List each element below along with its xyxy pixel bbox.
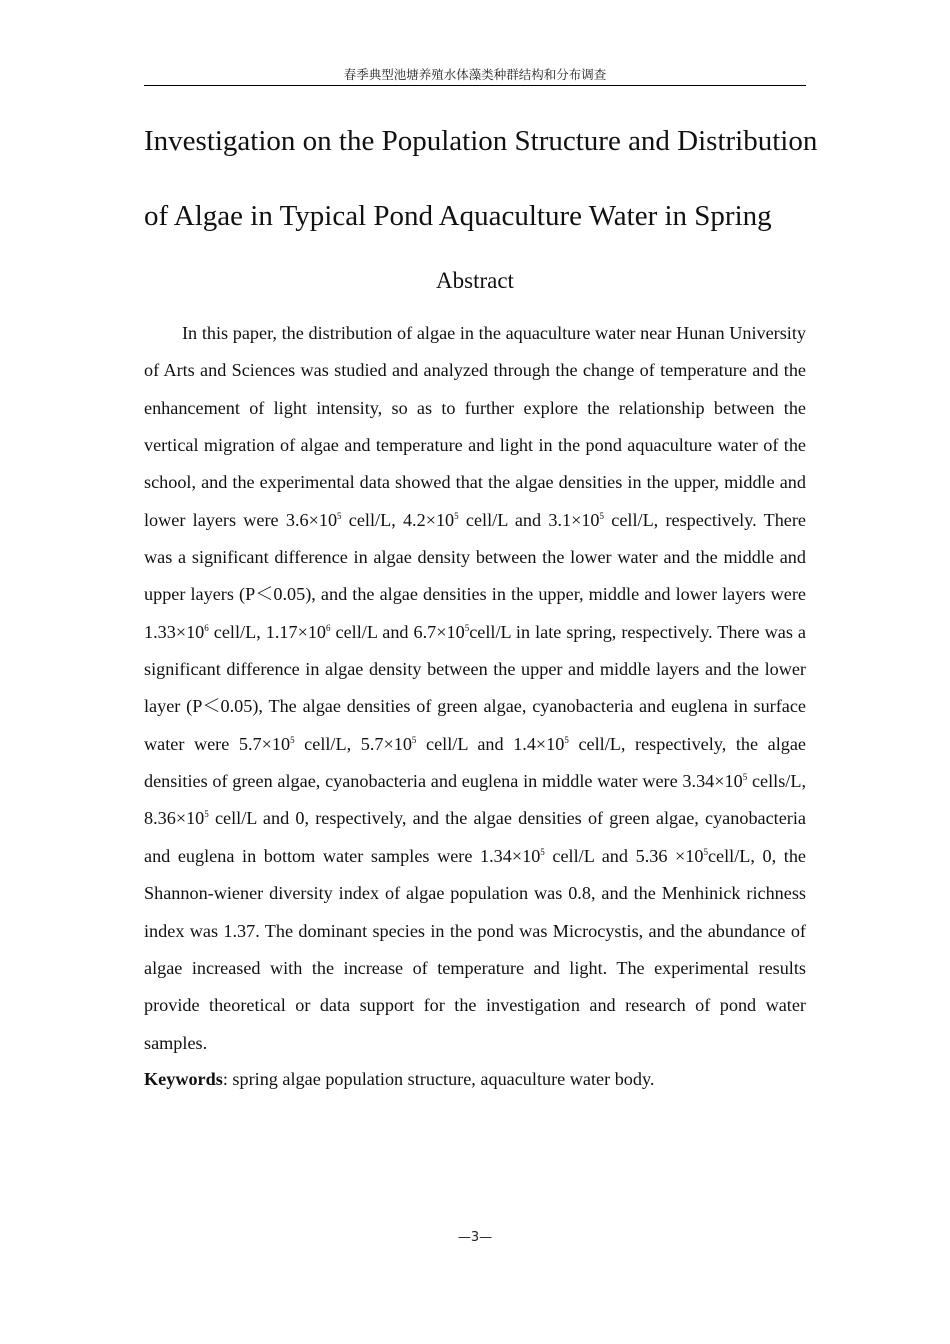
abstract-text: cell/L, 4.2×10 <box>341 509 455 530</box>
keywords-line <box>144 1064 806 1094</box>
keywords-label: Keywords <box>144 1069 223 1089</box>
title-line-2: of Algae in Typical Pond Aquaculture Water in Spring <box>144 200 772 232</box>
abstract-text: cells/L, 8.36×10 <box>144 771 806 829</box>
paper-title <box>144 104 824 254</box>
exponent: 5 <box>464 622 470 633</box>
abstract-body <box>144 315 806 1062</box>
running-header: 春季典型池塘养殖水体藻类种群结构和分布调查 <box>343 67 607 82</box>
exponent: 5 <box>564 734 569 745</box>
exponent: 5 <box>204 809 209 820</box>
exponent: 6 <box>326 622 331 633</box>
abstract-text: cell/L in late spring, respectively. There was a significant difference in algae density between the upper and middle layers and the lower layer (P＜0.05), The algae densities of green algae, cyanobacteria and euglena in surface water were 5.7×10 <box>144 621 806 754</box>
abstract-text: In this paper, the distribution of algae in the aquaculture water near Hunan University of Arts and Sciences was studied and analyzed through the change of temperature and the enhancement of light intensity, so as to further explore the relationship between the vertical migration of algae and temperature and light in the pond aquaculture water of the school, and the experimental data showed that the algae densities in the upper, middle and lower layers were 3.6×10 <box>144 323 806 530</box>
exponent: 5 <box>742 772 748 783</box>
keywords-text: : spring algae population structure, aquaculture water body. <box>222 1069 655 1089</box>
abstract-text: cell/L and 5.36 ×10 <box>544 845 704 866</box>
abstract-text: cell/L and 6.7×10 <box>330 621 465 642</box>
exponent: 5 <box>454 510 459 521</box>
abstract-text: cell/L and 0, respectively, and the algae densities of green algae, cyanobacteria and euglena in bottom water samples were 1.34×10 <box>144 808 806 866</box>
abstract-text: cell/L, 0, the Shannon-wiener diversity index of algae population was 0.8, and the Menhinick richness index was 1.37. The dominant species in the pond was Microcystis, and the abundance of algae increased with the increase of temperature and light. The experimental results provide theoretical or data support for the investigation and research of pond water samples. <box>144 845 806 1053</box>
abstract-text: cell/L, respectively. There was a significant difference in algae density between the lower water and the middle and upper layers (P＜0.05), and the algae densities in the upper, middle and lower layers were 1.33×10 <box>144 509 806 642</box>
abstract-text: cell/L, 5.7×10 <box>294 733 412 754</box>
exponent: 5 <box>411 734 417 745</box>
exponent: 5 <box>703 846 708 857</box>
title-line-1: Investigation on the Population Structure and Distribution <box>144 125 818 157</box>
abstract-heading: Abstract <box>436 268 514 293</box>
exponent: 5 <box>337 510 342 521</box>
abstract-text: cell/L, 1.17×10 <box>208 621 327 642</box>
abstract-text: cell/L, respectively, the algae densities of green algae, cyanobacteria and euglena in middle water were 3.34×10 <box>144 733 807 792</box>
exponent: 5 <box>540 846 545 857</box>
header-rule <box>144 85 806 86</box>
exponent: 5 <box>599 510 605 521</box>
exponent: 5 <box>290 734 295 745</box>
page-number: —3— <box>457 1230 493 1245</box>
abstract-text: cell/L and 1.4×10 <box>416 733 565 754</box>
exponent: 6 <box>204 622 209 633</box>
abstract-text: cell/L and 3.1×10 <box>458 509 600 530</box>
